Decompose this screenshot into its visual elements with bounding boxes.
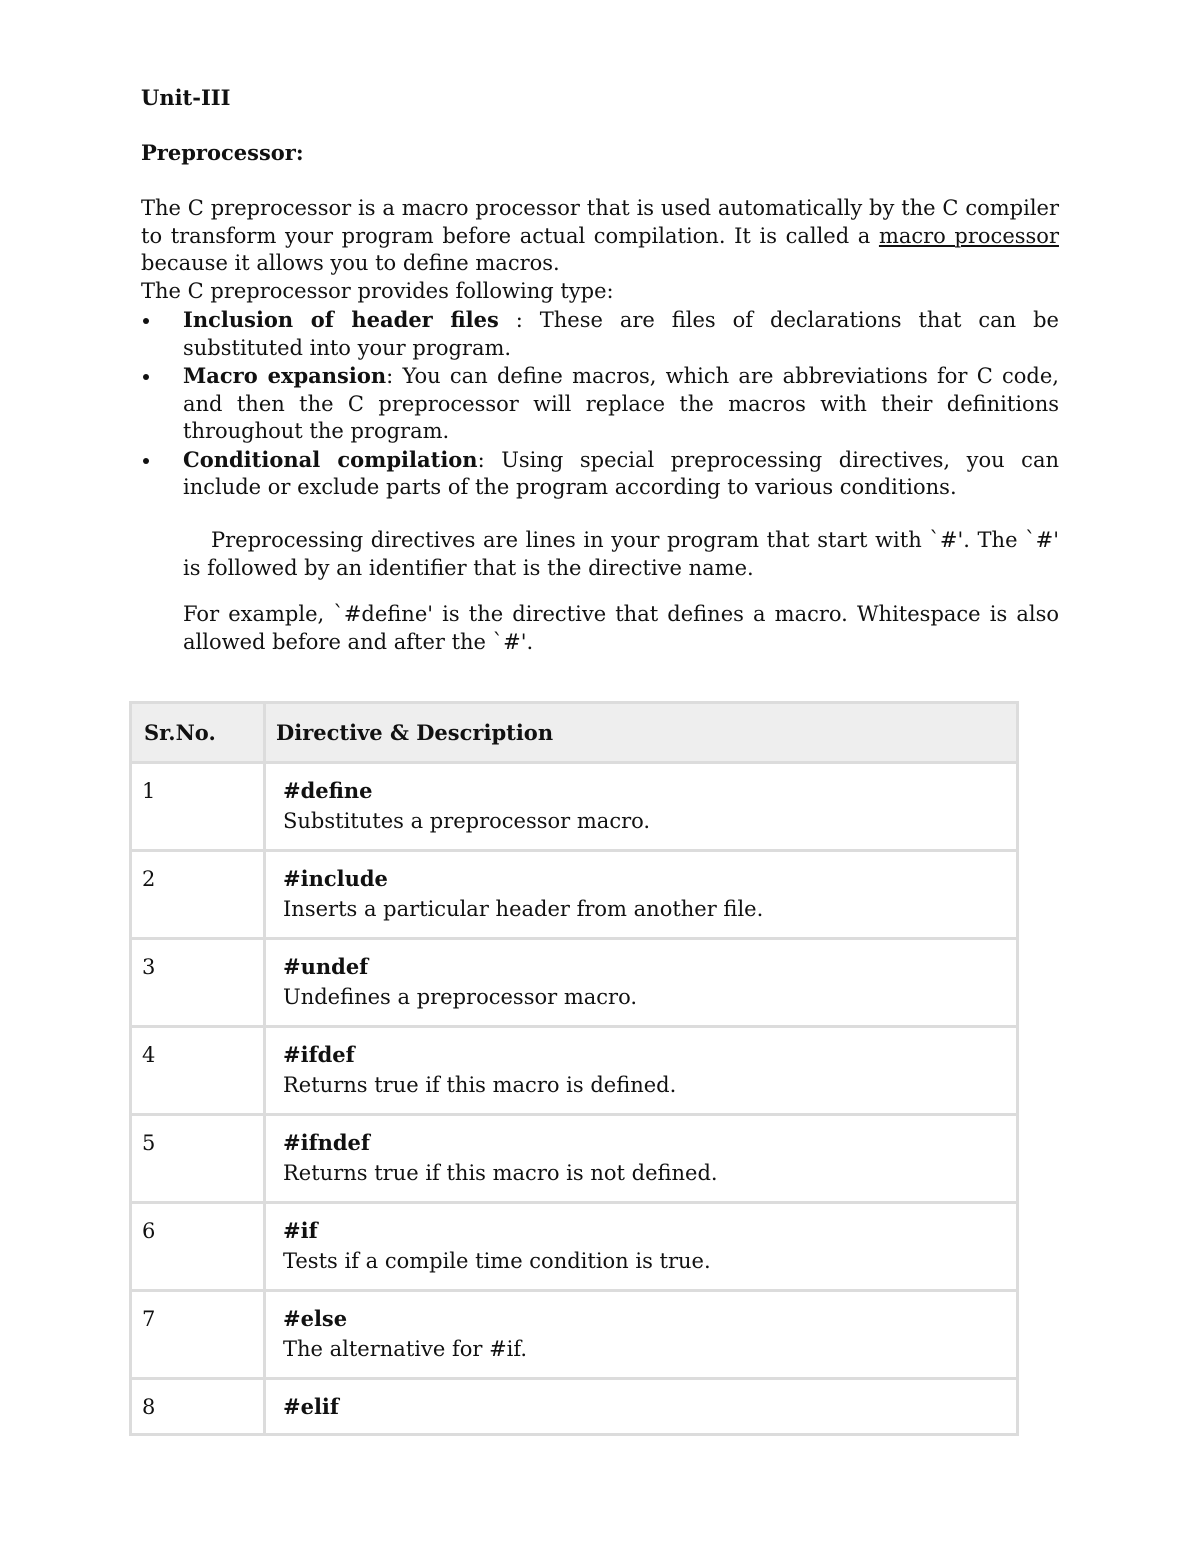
directives-table: [129, 701, 1019, 1436]
directive-description: Undefines a preprocessor macro.: [283, 985, 638, 1009]
bullet-term: Inclusion of header files: [183, 307, 499, 332]
table-row: [131, 1203, 1018, 1291]
row-directive-cell: [265, 763, 1018, 851]
section-title: Preprocessor:: [141, 140, 304, 165]
example-paragraph: For example, `#define' is the directive that defines a macro. Whitespace is also allowed before and after the `#'.: [183, 602, 1059, 654]
intro-text-start: The C preprocessor is a macro processor that is used automatically by the C compiler to transform your program before actual compilation. It is called a: [141, 196, 1059, 248]
directive-description: Substitutes a preprocessor macro.: [283, 809, 651, 833]
intro-paragraph: [141, 195, 1059, 278]
row-number: 8: [131, 1379, 265, 1435]
row-number: 3: [131, 939, 265, 1027]
table-row: [131, 851, 1018, 939]
directive-description: The alternative for #if.: [283, 1337, 528, 1361]
directive-description: Returns true if this macro is not defined.: [283, 1161, 718, 1185]
directive-name: #include: [283, 866, 388, 891]
directive-name: #elif: [283, 1394, 339, 1419]
table-header-row: [131, 703, 1018, 763]
row-number: 7: [131, 1291, 265, 1379]
directive-name: #ifndef: [283, 1130, 370, 1155]
row-directive-cell: [265, 851, 1018, 939]
row-directive-cell: [265, 1379, 1018, 1435]
row-number: 5: [131, 1115, 265, 1203]
list-item: [141, 446, 1059, 502]
bullet-icon: [143, 458, 149, 464]
row-directive-cell: [265, 1203, 1018, 1291]
table-row: [131, 1027, 1018, 1115]
row-directive-cell: [265, 939, 1018, 1027]
bullet-text: : Using special preprocessing directives, you can include or exclude parts of the program according to various conditions.: [183, 447, 1059, 499]
bullet-text: : These are files of declarations that can be substituted into your program.: [183, 308, 1059, 360]
row-directive-cell: [265, 1027, 1018, 1115]
directive-name: #ifdef: [283, 1042, 355, 1067]
header-directive-description: Directive & Description: [265, 703, 1018, 763]
bullet-term: Conditional compilation: [183, 446, 478, 472]
table-row: [131, 1379, 1018, 1435]
directive-description: Inserts a particular header from another file.: [283, 897, 764, 921]
table-row: [131, 1291, 1018, 1379]
bullet-term: Macro expansion: [183, 363, 387, 388]
row-number: 1: [131, 763, 265, 851]
header-sr-no: Sr.No.: [131, 703, 265, 763]
types-line: The C preprocessor provides following type:: [141, 279, 614, 303]
table-row: [131, 1115, 1018, 1203]
directive-name: #define: [283, 778, 373, 803]
row-number: 2: [131, 851, 265, 939]
table-row: [131, 939, 1018, 1027]
row-directive-cell: [265, 1115, 1018, 1203]
directive-name: #if: [283, 1218, 318, 1243]
bullet-icon: [143, 318, 149, 324]
directive-name: #undef: [283, 954, 369, 979]
preprocessor-types-list: [141, 306, 1059, 502]
list-item: [141, 362, 1059, 446]
directive-description: Tests if a compile time condition is true.: [283, 1249, 711, 1273]
row-number: 6: [131, 1203, 265, 1291]
directive-description: Returns true if this macro is defined.: [283, 1073, 677, 1097]
intro-underlined-term: macro processor: [878, 223, 1059, 248]
directive-name: #else: [283, 1306, 348, 1331]
directives-paragraph: Preprocessing directives are lines in your program that start with `#'. The `#' is followed by an identifier that is the directive name.: [183, 528, 1059, 580]
table-row: [131, 763, 1018, 851]
unit-title: Unit-III: [141, 85, 231, 110]
row-directive-cell: [265, 1291, 1018, 1379]
intro-text-end: because it allows you to define macros.: [141, 251, 560, 275]
row-number: 4: [131, 1027, 265, 1115]
bullet-icon: [143, 374, 149, 380]
list-item: [141, 306, 1059, 362]
bullet-text: : You can define macros, which are abbreviations for C code, and then the C preprocessor will replace the macros with their definitions throughout the program.: [183, 364, 1059, 443]
